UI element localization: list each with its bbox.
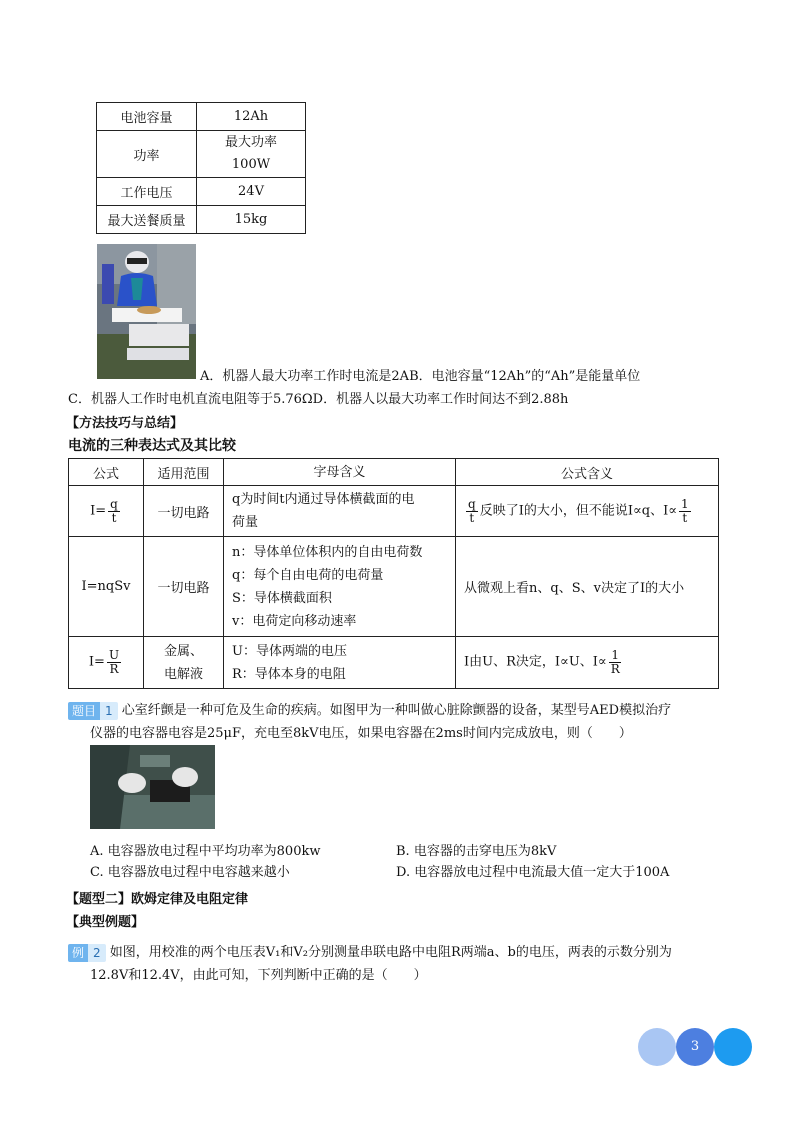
meaning-line: U：导体两端的电压 bbox=[232, 643, 347, 659]
table-row bbox=[97, 103, 306, 131]
section-example-heading: 【典型例题】 bbox=[66, 915, 145, 930]
table-row bbox=[97, 178, 306, 206]
question1-option-d: D. 电容器放电过程中电流最大值一定大于100A bbox=[396, 865, 670, 880]
column-header: 适用范围 bbox=[144, 459, 224, 486]
fraction-numerator: 1 bbox=[681, 496, 689, 511]
fraction-denominator: t bbox=[111, 510, 117, 525]
meaning-line: q：每个自由电荷的电荷量 bbox=[232, 567, 384, 583]
formula-fraction bbox=[107, 649, 121, 675]
formula-table bbox=[68, 458, 719, 689]
explain-fraction bbox=[609, 649, 622, 675]
meaning-line: S：导体横截面积 bbox=[232, 590, 332, 606]
example-tag bbox=[68, 944, 106, 962]
spec-label: 工作电压 bbox=[97, 178, 197, 206]
meaning-line: n：导体单位体积内的自由电荷数 bbox=[232, 544, 423, 560]
tag-number: 1 bbox=[100, 702, 118, 720]
explain-fraction bbox=[466, 498, 478, 524]
question1-line2: 仪器的电容器电容是25μF，充电至8kV电压，如果电容器在2ms时间内完成放电，则（ ） bbox=[90, 726, 632, 741]
example2-line2: 12.8V和12.4V，由此可知，下列判断中正确的是（ ） bbox=[90, 968, 427, 983]
question1-option-c: C. 电容器放电过程中电容越来越小 bbox=[90, 865, 290, 880]
table-row bbox=[69, 637, 719, 689]
subtitle-current: 电流的三种表达式及其比较 bbox=[68, 438, 236, 454]
fraction-numerator: 1 bbox=[611, 648, 620, 663]
page-number: 3 bbox=[690, 1039, 700, 1054]
formula-lhs: I= bbox=[90, 503, 107, 519]
example2-line1 bbox=[68, 941, 672, 962]
tag-number: 2 bbox=[88, 944, 106, 962]
spec-table bbox=[96, 102, 306, 234]
spec-value-line: 100W bbox=[231, 157, 271, 172]
scope-line: 金属、 bbox=[163, 643, 203, 659]
example2-text: 如图，用校准的两个电压表V₁和V₂分别测量串联电路中电阻R两端a、b的电压，两表的示数分别为 bbox=[109, 945, 672, 960]
tag-label: 例 bbox=[68, 944, 88, 962]
question1-text: 心室纤颤是一种可危及生命的疾病。如图甲为一种叫做心脏除颤器的设备，某型号AED模拟治疗 bbox=[121, 703, 672, 718]
scope-cell bbox=[144, 637, 224, 689]
question1-option-a: A. 电容器放电过程中平均功率为800kw bbox=[90, 844, 321, 859]
meaning-cell bbox=[224, 486, 456, 537]
page-number-badge bbox=[636, 1026, 754, 1068]
fraction-numerator: U bbox=[108, 648, 120, 663]
robot-option-d: D．机器人以最大功率工作时间达不到2.88h bbox=[312, 392, 569, 407]
spec-value: 12Ah bbox=[197, 103, 306, 131]
column-header: 公式 bbox=[69, 459, 144, 486]
robot-option-a: A．机器人最大功率工作时电流是2A bbox=[200, 369, 410, 384]
scope-line: 电解液 bbox=[163, 666, 203, 682]
fraction-denominator: R bbox=[610, 662, 620, 676]
explain-cell: 从微观上看n、q、S、v决定了I的大小 bbox=[456, 537, 719, 637]
scope-cell: 一切电路 bbox=[144, 486, 224, 537]
explain-cell bbox=[456, 486, 719, 537]
meaning-line: q为时间t内通过导体横截面的电 bbox=[232, 492, 415, 507]
fraction-numerator: q bbox=[110, 496, 118, 511]
formula-lhs: I= bbox=[88, 655, 105, 670]
formula-cell: I=nqSv bbox=[69, 537, 144, 637]
meaning-line: v：电荷定向移动速率 bbox=[232, 613, 357, 629]
aed-photo bbox=[90, 745, 215, 829]
section-type2-heading: 【题型二】欧姆定律及电阻定律 bbox=[66, 892, 249, 907]
option-c-d-line bbox=[68, 388, 568, 407]
robot-photo bbox=[97, 244, 196, 379]
robot-option-b: B．电池容量“12Ah”的“Ah”是能量单位 bbox=[409, 369, 641, 384]
meaning-cell bbox=[224, 537, 456, 637]
option-a-b-line bbox=[200, 365, 640, 384]
explain-cell bbox=[456, 637, 719, 689]
meaning-line: R：导体本身的电阻 bbox=[232, 666, 346, 682]
table-row bbox=[97, 131, 306, 178]
table-row bbox=[97, 206, 306, 234]
question-tag bbox=[68, 702, 118, 720]
table-row bbox=[69, 486, 719, 537]
question1-line1 bbox=[68, 699, 671, 720]
question1-option-b: B. 电容器的击穿电压为8kV bbox=[396, 844, 557, 859]
section-method-heading: 【方法技巧与总结】 bbox=[66, 416, 184, 431]
spec-value-line: 最大功率 bbox=[224, 135, 277, 150]
table-row bbox=[69, 537, 719, 637]
spec-label: 电池容量 bbox=[97, 103, 197, 131]
formula-cell bbox=[69, 486, 144, 537]
formula-fraction bbox=[108, 498, 120, 524]
explain-text: I由U、R决定，I∝U、I∝ bbox=[464, 655, 607, 670]
meaning-line: 荷量 bbox=[232, 515, 259, 530]
fraction-denominator: R bbox=[109, 662, 119, 676]
spec-value: 24V bbox=[197, 178, 306, 206]
scope-cell: 一切电路 bbox=[144, 537, 224, 637]
explain-text: 反映了I的大小，但不能说I∝q、I∝ bbox=[479, 503, 678, 519]
column-header: 字母含义 bbox=[224, 459, 456, 486]
column-header: 公式含义 bbox=[456, 459, 719, 486]
tag-label: 题目 bbox=[68, 702, 100, 720]
meaning-cell bbox=[224, 637, 456, 689]
explain-fraction bbox=[679, 498, 691, 524]
fraction-numerator: q bbox=[468, 496, 476, 511]
formula-cell bbox=[69, 637, 144, 689]
spec-value: 15kg bbox=[197, 206, 306, 234]
robot-option-c: C．机器人工作时电机直流电阻等于5.76Ω bbox=[68, 392, 313, 407]
spec-label: 最大送餐质量 bbox=[97, 206, 197, 234]
table-header-row bbox=[69, 459, 719, 486]
fraction-denominator: t bbox=[469, 510, 475, 525]
spec-label: 功率 bbox=[97, 131, 197, 178]
spec-value bbox=[197, 131, 306, 178]
fraction-denominator: t bbox=[682, 510, 688, 525]
